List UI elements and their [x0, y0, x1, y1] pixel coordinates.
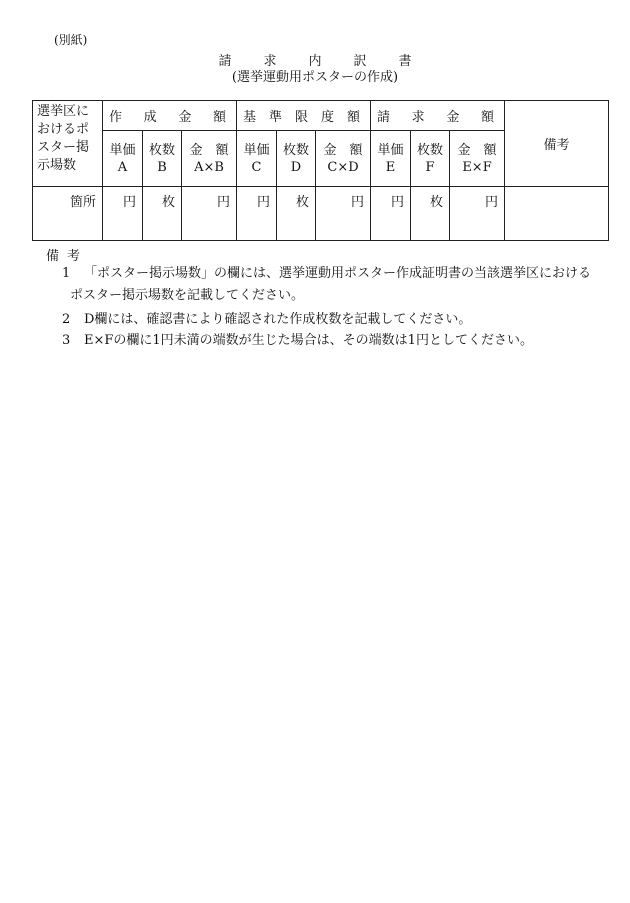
subheader-label: 金 額 [457, 142, 497, 158]
group-char: 成 [143, 110, 157, 125]
note-text: 「ポスター掲示場数」の欄には、選挙運動用ポスター作成証明書の当該選挙区における [84, 266, 592, 281]
subheader-label: 金 額 [189, 142, 229, 158]
subheader-cell [182, 131, 237, 187]
note-item [62, 263, 591, 307]
group-char: 金 [178, 110, 192, 125]
subheader-label: 単価 [377, 142, 404, 158]
subheader-code: D [290, 159, 302, 175]
note-text: E×Fの欄に1円未満の端数が生じた場合は、その端数は1円としてください。 [84, 333, 533, 348]
subheader-label: 枚数 [417, 142, 444, 158]
group-char: 額 [480, 110, 494, 125]
row-header-line: 示場数 [37, 158, 77, 173]
notes-header: 備考 [46, 249, 89, 264]
subheader-code: C×D [327, 159, 359, 175]
row-header-line: おけるポ [37, 122, 90, 137]
group-char: 請 [377, 110, 391, 125]
subheader-cell [143, 131, 182, 187]
subheader-cell [411, 131, 450, 187]
attachment-label: (別紙) [54, 33, 88, 47]
subheader-cell [371, 131, 411, 187]
subheader-code: B [157, 159, 167, 175]
note-item [62, 330, 533, 352]
group-char: 額 [346, 110, 360, 125]
subheader-label: 金 額 [323, 142, 363, 158]
group-char: 金 [446, 110, 460, 125]
row-header-line: 選挙区に [37, 104, 90, 119]
group-char: 準 [269, 110, 283, 125]
unit-cell[interactable]: 枚 [411, 187, 450, 241]
unit-cell-locations[interactable]: 箇所 [33, 187, 103, 241]
unit-cell[interactable]: 円 [103, 187, 143, 241]
subheader-cell [103, 131, 143, 187]
title-char: 請 [218, 54, 232, 69]
document-subtitle: (選挙運動用ポスターの作成) [231, 70, 399, 85]
group-char: 額 [212, 110, 226, 125]
note-text: D欄には、確認書により確認された作成枚数を記載してください。 [84, 312, 472, 327]
group-char: 限 [294, 110, 308, 125]
subheader-code: F [425, 159, 435, 175]
subheader-cell [237, 131, 277, 187]
unit-cell[interactable]: 円 [182, 187, 237, 241]
subheader-code: E [385, 159, 396, 175]
note-number: 3 [62, 333, 71, 348]
remarks-header: 備考 [505, 101, 609, 187]
group-char: 作 [109, 110, 123, 125]
subheader-code: A×B [194, 159, 224, 175]
note-item [62, 309, 471, 331]
title-char: 求 [263, 54, 277, 69]
subheader-code: A [117, 159, 128, 175]
group-claim-amount [371, 101, 505, 131]
unit-cell[interactable]: 円 [450, 187, 505, 241]
subheader-code: E×F [462, 159, 492, 175]
remarks-cell[interactable] [505, 187, 609, 241]
unit-cell[interactable]: 枚 [277, 187, 316, 241]
note-number: 2 [62, 312, 71, 327]
group-char: 度 [320, 110, 334, 125]
subheader-label: 枚数 [148, 142, 175, 158]
subheader-label: 単価 [243, 142, 270, 158]
group-char: 基 [243, 110, 257, 125]
title-char: 内 [308, 54, 322, 69]
unit-cell[interactable]: 円 [371, 187, 411, 241]
group-standard-limit [237, 101, 371, 131]
row-header-cell [33, 101, 103, 187]
subheader-cell [316, 131, 371, 187]
title-char: 訳 [353, 54, 367, 69]
group-char: 求 [411, 110, 425, 125]
unit-cell[interactable]: 円 [316, 187, 371, 241]
note-number: 1 [62, 266, 71, 281]
subheader-label: 単価 [109, 142, 136, 158]
subheader-cell [450, 131, 505, 187]
subheader-code: C [251, 159, 262, 175]
subheader-cell [277, 131, 316, 187]
subheader-label: 枚数 [283, 142, 310, 158]
unit-cell[interactable]: 枚 [143, 187, 182, 241]
breakdown-table [32, 100, 609, 241]
note-text: ポスター掲示場数を記載してください。 [70, 288, 305, 303]
row-header-line: スター掲 [37, 140, 90, 155]
title-char: 書 [398, 54, 412, 69]
group-production-amount [103, 101, 237, 131]
unit-cell[interactable]: 円 [237, 187, 277, 241]
